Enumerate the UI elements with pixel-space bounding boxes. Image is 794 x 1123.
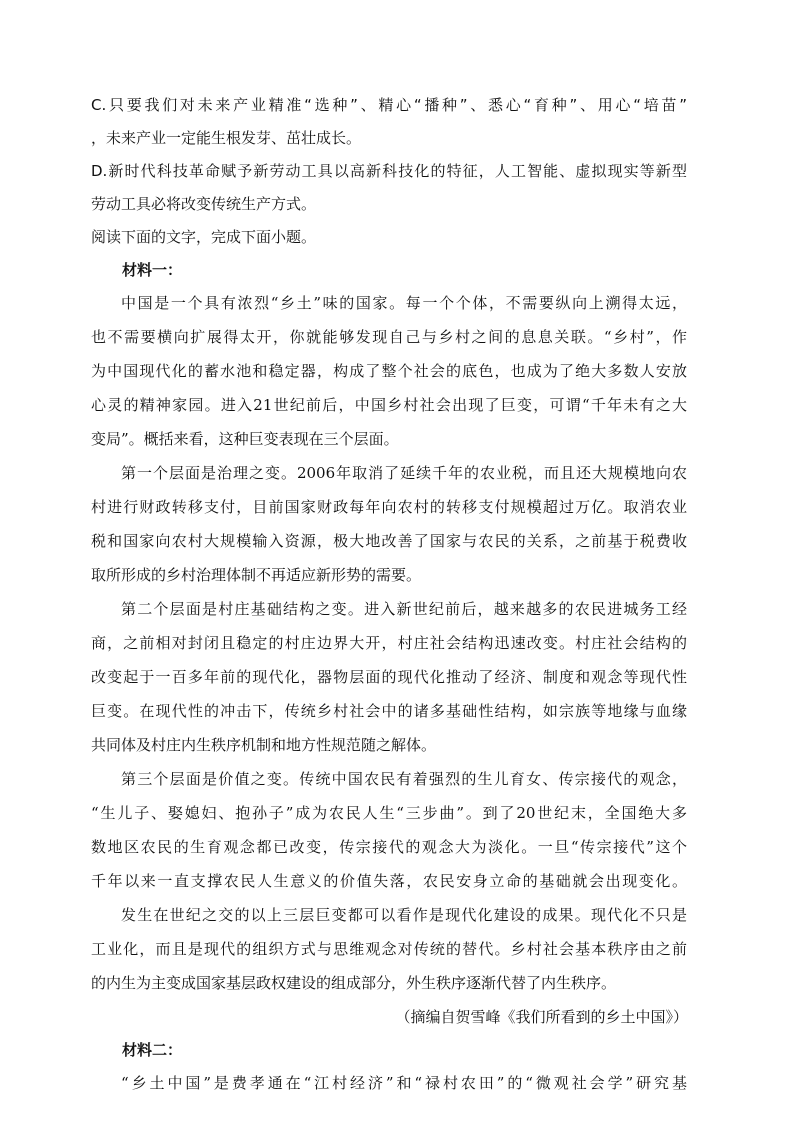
material-1-paragraph-5 (91, 905, 687, 1007)
option-c-line-1: C.只要我们对未来产业精准“选种”、精心“播种”、悉心“育种”、用心“培苗” (91, 96, 687, 114)
option-c-line-2: ，未来产业一定能生根发芽、茁壮成长。 (91, 129, 362, 147)
material-1-source: （摘编自贺雪峰《我们所看到的乡土中国》） (395, 1008, 688, 1026)
paragraph-line: 也不需要横向扩展得太开，你就能够发现自己与乡村之间的息息关联。“乡村”，作 (91, 328, 687, 346)
paragraph-line: 心灵的精神家园。进入21世纪前后，中国乡村社会出现了巨变，可谓“千年未有之大 (91, 396, 687, 414)
material-1-heading: 材料一： (122, 261, 183, 279)
paragraph-line: “乡土中国”是费孝通在“江村经济”和“禄村农田”的“微观社会学”研究基 (121, 1074, 687, 1092)
paragraph-line: 取所形成的乡村治理体制不再适应新形势的需要。 (91, 566, 422, 584)
paragraph-line: 第三个层面是价值之变。传统中国农民有着强烈的生儿育女、传宗接代的观念， (121, 770, 687, 788)
reading-instruction: 阅读下面的文字，完成下面小题。 (91, 228, 317, 246)
material-2-heading: 材料二： (122, 1041, 183, 1059)
paragraph-line: 第一个层面是治理之变。2006年取消了延续千年的农业税，而且还大规模地向农 (121, 464, 687, 482)
option-d-line-2: 劳动工具必将改变传统生产方式。 (91, 195, 317, 213)
paragraph-line: 变局”。概括来看，这种巨变表现在三个层面。 (91, 430, 399, 448)
paragraph-line: 改变起于一百多年前的现代化，器物层面的现代化推动了经济、制度和观念等现代性 (91, 668, 687, 686)
paragraph-line: 千年以来一直支撑农民人生意义的价值失落，农民安身立命的基础就会出现变化。 (91, 872, 687, 890)
paragraph-line: 税和国家向农村大规模输入资源，极大地改善了国家与农民的关系，之前基于税费收 (91, 532, 687, 550)
paragraph-line: 村进行财政转移支付，目前国家财政每年向农村的转移支付规模超过万亿。取消农业 (91, 498, 687, 516)
material-1-paragraph-4 (91, 769, 687, 905)
paragraph-line: “生儿子、娶媳妇、抱孙子”成为农民人生“三步曲”。到了20世纪末，全国绝大多 (91, 804, 687, 822)
material-1-paragraph-3 (91, 599, 687, 769)
option-d-line-1: D.新时代科技革命赋予新劳动工具以高新科技化的特征，人工智能、虚拟现实等新型 (91, 162, 687, 180)
paragraph-line: 工业化，而且是现代的组织方式与思维观念对传统的替代。乡村社会基本秩序由之前 (91, 940, 687, 958)
material-1-paragraph-1 (91, 293, 687, 463)
paragraph-line: 共同体及村庄内生秩序机制和地方性规范随之解体。 (91, 736, 437, 754)
paragraph-line: 数地区农民的生育观念都已改变，传宗接代的观念大为淡化。一旦“传宗接代”这个 (91, 838, 687, 856)
paragraph-line: 第二个层面是村庄基础结构之变。进入新世纪前后，越来越多的农民进城务工经 (121, 600, 687, 618)
paragraph-line: 发生在世纪之交的以上三层巨变都可以看作是现代化建设的成果。现代化不只是 (121, 906, 687, 924)
paragraph-line: 巨变。在现代性的冲击下，传统乡村社会中的诸多基础性结构，如宗族等地缘与血缘 (91, 702, 687, 720)
paragraph-line: 商，之前相对封闭且稳定的村庄边界大开，村庄社会结构迅速改变。村庄社会结构的 (91, 634, 687, 652)
paragraph-line: 为中国现代化的蓄水池和稳定器，构成了整个社会的底色，也成为了绝大多数人安放 (91, 362, 687, 380)
material-1-paragraph-2 (91, 463, 687, 599)
paragraph-line: 的内生为主变成国家基层政权建设的组成部分，外生秩序逐渐代替了内生秩序。 (91, 974, 617, 992)
paragraph-line: 中国是一个具有浓烈“乡土”味的国家。每一个个体，不需要纵向上溯得太远， (121, 294, 687, 312)
material-2-paragraph-1 (91, 1073, 687, 1107)
